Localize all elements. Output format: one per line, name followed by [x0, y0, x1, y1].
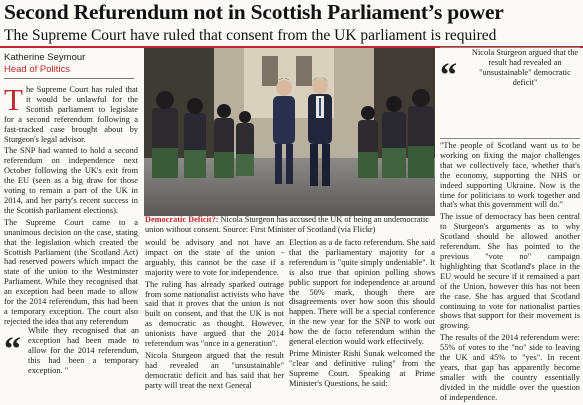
article-photo: [144, 48, 435, 216]
paragraph: The issue of democracy has been central to Sturgeon's arguments as to why Scotland should be allowed another referendum. She has pointed to the previous "vote no" campaign highlighting that Scotland's place in the EU would be secure if it remained a part of the Union, however this has not been the case. She has argued that Scotland continuing to vote for nationalist parties shows that support for their movement is growing.: [440, 212, 580, 331]
pull-quote-text: While they recognised that an exception had been made to allow for the 2014 referendum, this had been a temporary exception. ": [28, 326, 139, 375]
article-column-3: [289, 238, 435, 403]
article-column-4: [440, 141, 580, 403]
paragraph: The ruling has already sparked outrage from some nationalist activists who have said that it proves that the union is not built on consent, and that the UK is not as democratic as thought. However, unionists have argued that the 2014 referendum was "once in a generation".: [145, 279, 284, 349]
paragraph: The SNP had wanted to hold a second referendum on independence next October following the UK's exit from the EU (seen as a big draw for those voting to remain a part of the UK in 2014, and her party's recent success in the Scottish parliament elections).: [4, 146, 138, 215]
subheadline: The Supreme Court have ruled that consent from the UK parliament is required: [4, 27, 497, 44]
drop-cap: T: [4, 85, 23, 117]
sidebar-pull-quote: [440, 48, 580, 140]
author-name: Katherine Seymour: [4, 52, 86, 63]
sidebar-quote-text: Nicola Sturgeon argued that the result had revealed an "unsustainable" democratic deficit": [471, 48, 579, 87]
paragraph: Prime Minister Rishi Sunak welcomed the "clear and definitive ruling" from the Supreme Court. Speaking at Prime Minister's Questions, he said:: [289, 348, 435, 388]
author-role: Head of Politics: [4, 64, 71, 75]
pull-quote: [4, 326, 139, 376]
photo-caption: [145, 215, 435, 234]
photo-image: [144, 48, 435, 216]
paragraph: The Supreme Court has ruled that it would be unlawful for the Scottish parliament to legislate for a second referendum following a fast-tracked case brought about by Sturgeon's legal advisor.: [4, 85, 138, 144]
quote-box-divider: [440, 138, 580, 139]
paragraph: "The people of Scotland want us to be working on fixing the major challenges that we collectively face, whether that's the economy, supporting the NHS or indeed supporting Ukraine. Now is the time for politicians to work together and that's what this government will do.": [440, 141, 580, 210]
quote-mark-icon: “: [4, 331, 21, 368]
paragraph: Election as a de facto referendum. She said that the parliamentary majority for a referendum is "quite simply undeniable". It is also true that opinion polling shows public support for independence at around the 50% mark, though there are disagreements over how soon this should happen. There will be a special conference in the new year for the SNP to work out how the de facto referendum within the general election would work effectively.: [289, 238, 435, 347]
paragraph: Nicola Sturgeon argued that the result had revealed an "unsustainable" democratic deficit and has said that her party will treat the next General: [145, 350, 284, 390]
article-column-2: [145, 238, 284, 403]
byline-divider: [4, 78, 134, 79]
quote-mark-icon: “: [440, 57, 457, 94]
paragraph: The Supreme Court came to a unanimous decision on the case, stating that the legislation which created the Scottish Parliament (the Scotland Act) had reserved powers which impact the state of the union to the Westminster Parliament. While they recognised that an exception had been made to allow for the 2014 referendum, this had been a temporary exception. The court also rejected the idea that any referendum: [4, 217, 138, 326]
caption-lead: Democratic Deficit?:: [145, 215, 219, 224]
paragraph: The results of the 2014 referendum were: 55% of votes to the "no" side to leaving the UK and 45% to "yes". In recent years, that gap has apparently become smaller with the country essentially divided in the middle over the question of independence.: [440, 333, 580, 402]
caption-text: Nicola Sturgeon has accused the UK of being an undemocratic union without consent. Source: First Minister of Scotland (via Flickr): [145, 215, 429, 234]
byline: [4, 52, 134, 76]
headline: Second Refurendum not in Scottish Parliament’s power: [4, 0, 504, 24]
paragraph: would be advisory and not have an impact on the state of the union - arguably, this cannot be the case if a majority were to vote for independence.: [145, 238, 284, 277]
